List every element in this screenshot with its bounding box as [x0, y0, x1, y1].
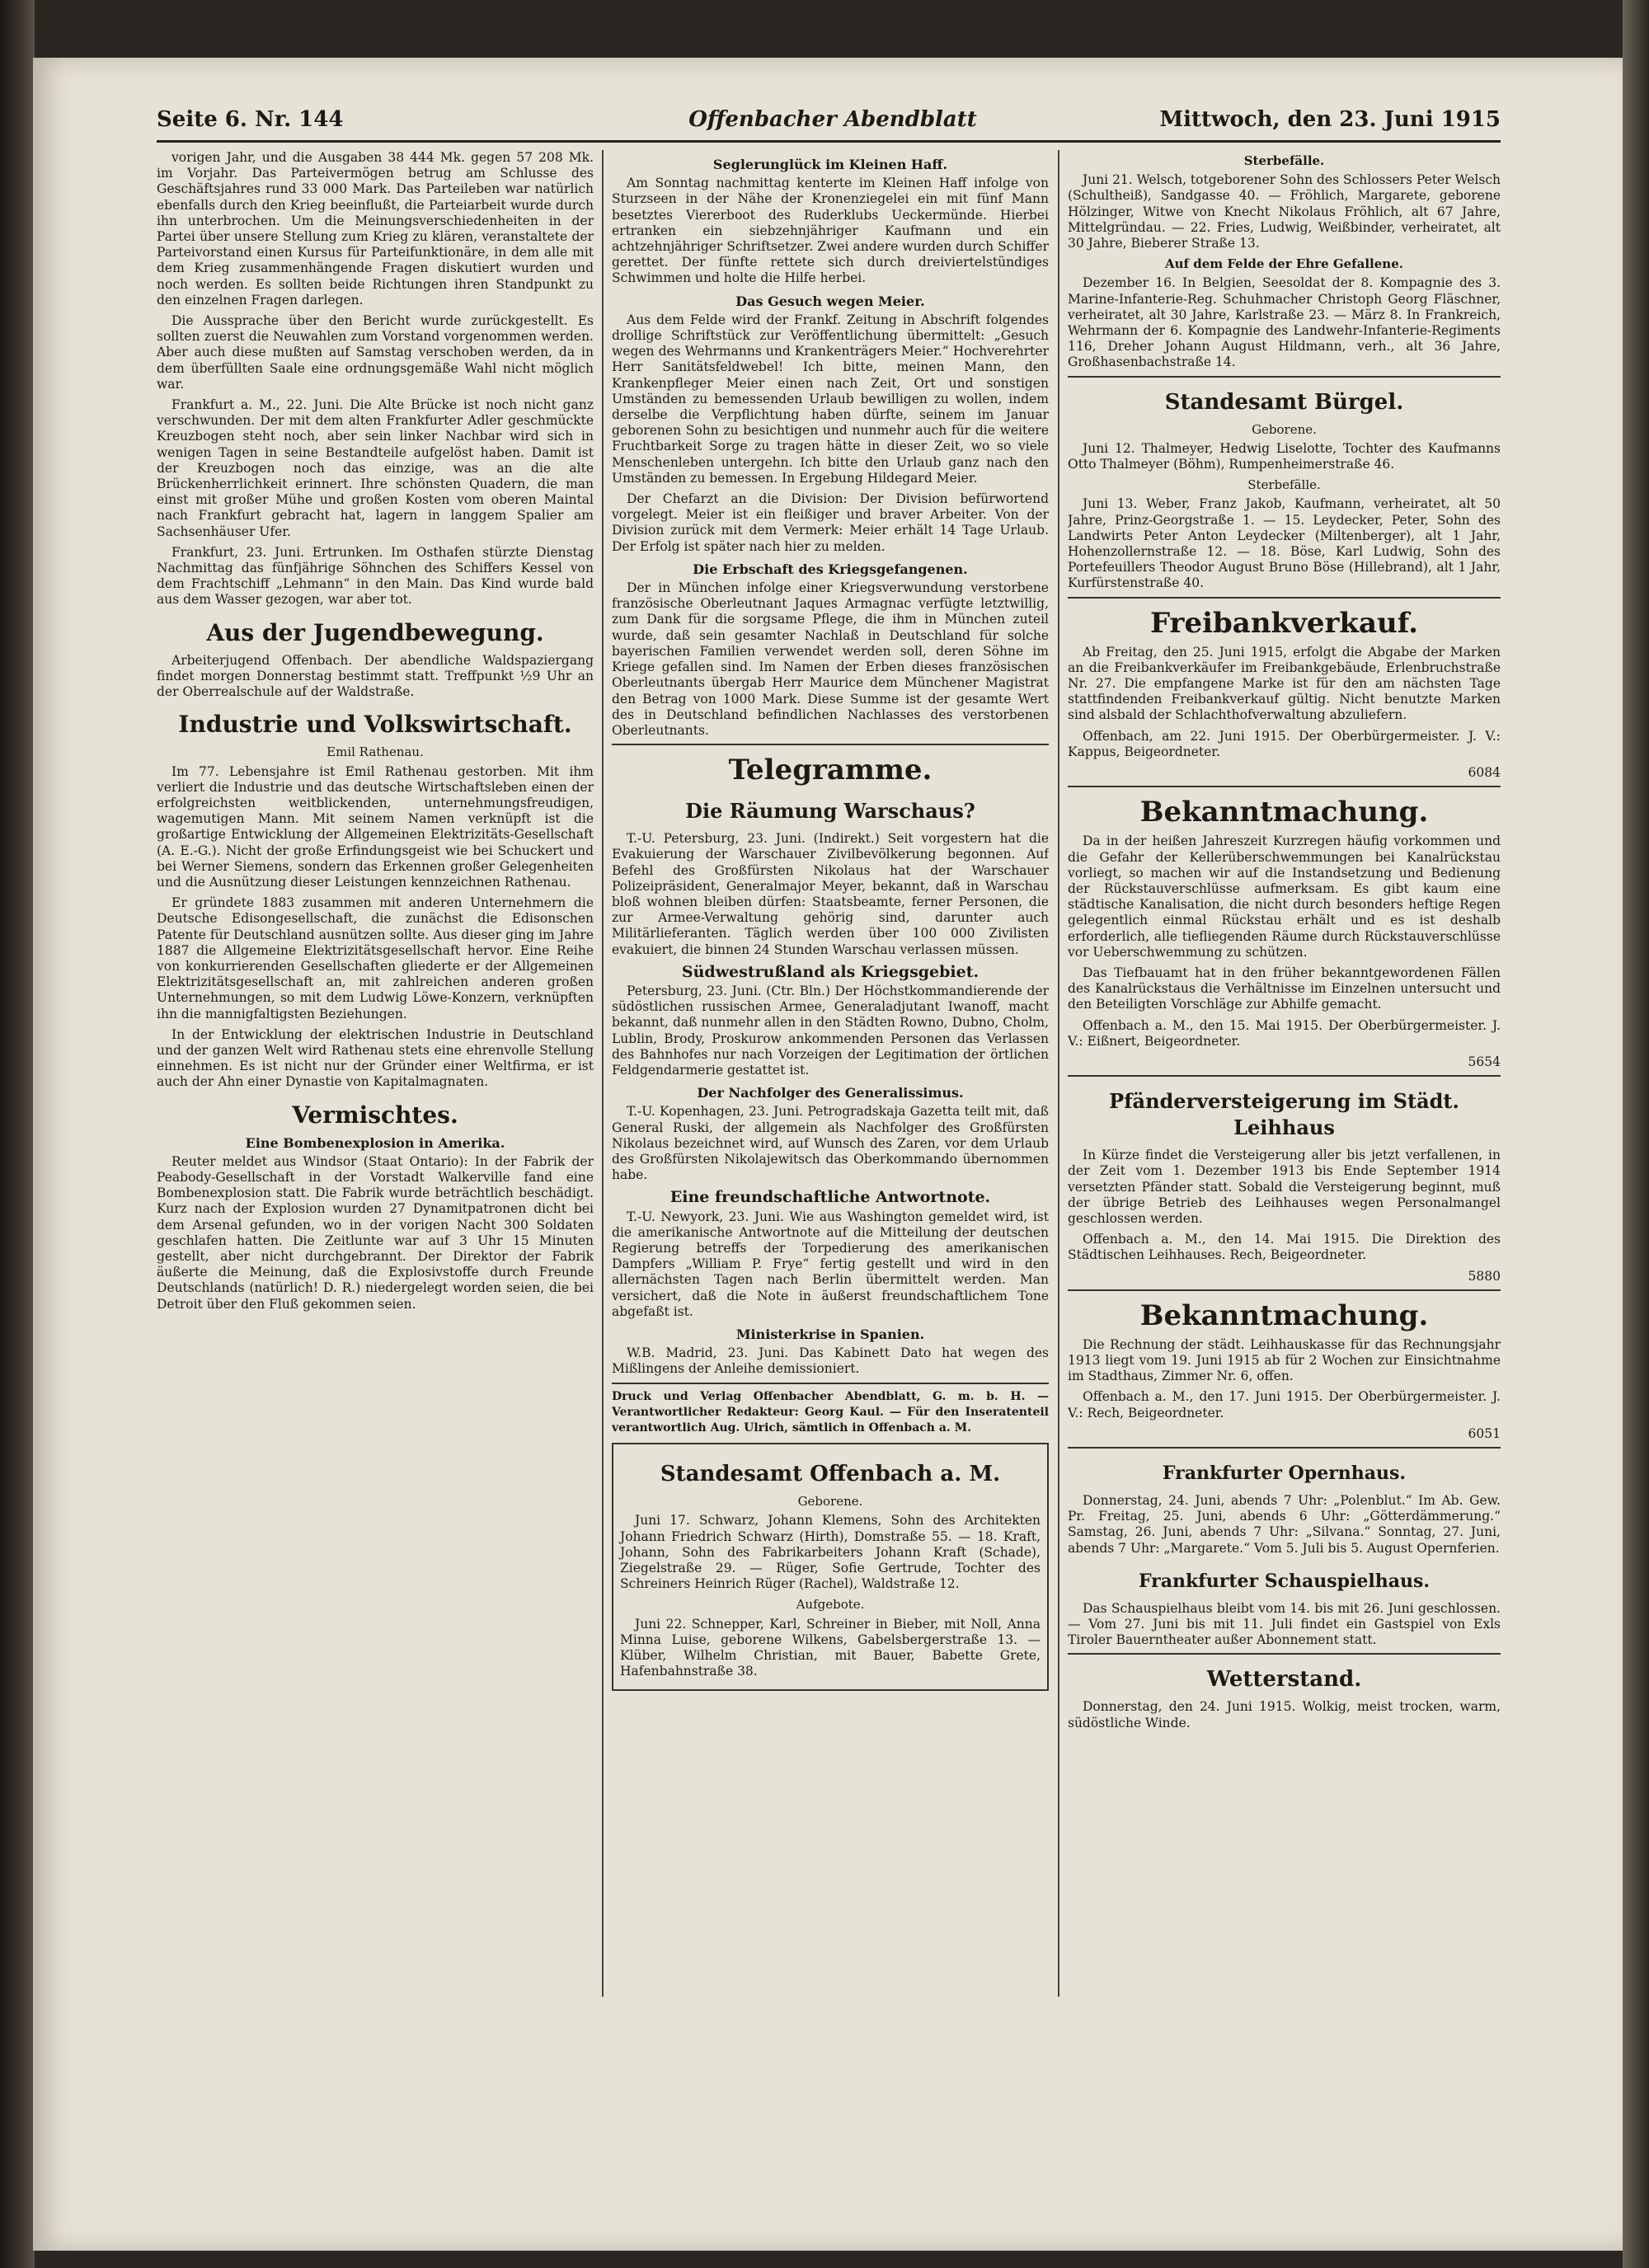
article-paragraph: Juni 12. Thalmeyer, Hedwig Liselotte, Tochter des Kaufmanns Otto Thalmeyer (Böhm), Rumpenheimerstraße 46. [1068, 440, 1501, 472]
section-heading: Bekanntmachung. [1139, 796, 1429, 829]
page-edge [1623, 0, 1649, 2268]
article-subheading: Sterbefälle. [1243, 153, 1325, 168]
signature: Offenbach a. M., den 17. Juni 1915. Der Oberbürgermeister. J. V.: Rech, Beigeordneter. [1068, 1389, 1501, 1420]
section-heading: Frankfurter Schauspielhaus. [1138, 1570, 1431, 1592]
article-paragraph: In Kürze findet die Versteigerung aller bis jetzt verfallenen, in der Zeit vom 1. Dezember 1913 bis Ende September 1914 versetzten Pfänder statt. Sobald die Versteigerung beginnt, muß der übrige Betrieb des Leihhauses wegen Personalmangel geschlossen werden. [1068, 1148, 1501, 1226]
newspaper-title: Offenbacher Abendblatt [688, 107, 977, 132]
signature: Offenbach a. M., den 15. Mai 1915. Der Oberbürgermeister. J. V.: Eißnert, Beigeordneter. [1068, 1017, 1501, 1049]
article-paragraph: In der Entwicklung der elektrischen Industrie in Deutschland und der ganzen Welt wird Rathenau stets eine ehrenvolle Stellung einnehmen. Es ist nicht nur der Gründer einer Weltfirma, er ist auch der Ahn einer Dynastie von Kapitalmagnaten. [157, 1026, 594, 1090]
article-paragraph: T.-U. Petersburg, 23. Juni. (Indirekt.) Seit vorgestern hat die Evakuierung der Warschauer Zivilbevölkerung begonnen. Auf Befehl des Großfürsten Nikolaus hat der Warschauer Polizeipräsident, Generalmajor Meyer, bekannt, daß in Warschau bloß wohnen bleiben dürfen: Staatsbeamte, ferner Personen, die zur Armee-Verwaltung gehörig sind, darunter auch Militärlieferanten. Täglich werden über 100 000 Zivilisten evakuiert, die binnen 24 Stunden Warschau verlassen müssen. [612, 831, 1049, 957]
article-subheading: Das Gesuch wegen Meier. [735, 293, 925, 309]
section-heading: Bekanntmachung. [1139, 1298, 1429, 1332]
article-paragraph: Das Schauspielhaus bleibt vom 14. bis mit 26. Juni geschlossen. — Vom 27. Juni bis mit 11. Juli findet ein Gastspiel von Exls Tiroler Bauerntheater außer Abonnement statt. [1068, 1600, 1501, 1648]
article-paragraph: Arbeiterjugend Offenbach. Der abendliche Waldspaziergang findet morgen Donnerstag bestimmt statt. Treffpunkt ½9 Uhr an der Oberrealschule auf der Waldstraße. [157, 652, 594, 700]
issue-date: Mittwoch, den 23. Juni 1915 [1159, 107, 1501, 132]
article-paragraph: Donnerstag, den 24. Juni 1915. Wolkig, meist trocken, warm, südöstliche Winde. [1068, 1699, 1501, 1730]
article-subheading: Emil Rathenau. [327, 744, 424, 760]
signature: Offenbach, am 22. Juni 1915. Der Oberbürgermeister. J. V.: Kappus, Beigeordneter. [1068, 728, 1501, 759]
article-paragraph: Juni 17. Schwarz, Johann Klemens, Sohn des Architekten Johann Friedrich Schwarz (Hirth), Domstraße 55. — 18. Kraft, Johann, Sohn des Fabrikarbeiters Johann Kraft (Schade), Ziegelstraße 29. — Rüger, Sofie Gertrude, Tochter des Schreiners Heinrich Rüger (Rachel), Waldstraße 12. [620, 1513, 1041, 1592]
article-paragraph: Er gründete 1883 zusammen mit anderen Unternehmern die Deutsche Edisongesellschaft, die zunächst die Edisonschen Patente für Deutschland ausnützen sollte. Aus dieser ging im Jahre 1887 die Allgemeine Elektrizitätsgesellschaft hervor. Eine Reihe von konkurrierenden Gesellschaften gliederte er der Allgemeinen Elektrizitätsgesellschaft an, mit zahlreichen anderen großen Unternehmungen, so mit dem Ludwig Löwe-Konzern, verknüpften ihn die mannigfaltigsten Beziehungen. [157, 895, 594, 1021]
column-divider [602, 150, 604, 1997]
article-paragraph: vorigen Jahr, und die Ausgaben 38 444 Mk. gegen 57 208 Mk. im Vorjahr. Das Parteivermögen betrug am Schlusse des Geschäftsjahres rund 33 000 Mark. Das Parteileben war natürlich ebenfalls durch den Krieg beeinflußt, die Parteiarbeit wurde durch ihn unterbrochen. Um die Meinungsverschiedenheiten in der Partei über unsere Stellung zum Krieg zu klären, veranstaltete der Parteivorstand einen Kursus für Parteifunktionäre, in dem alle mit dem Krieg zusammenhängende Fragen diskutiert wurden und noch werden. Es sollten beide Richtungen ihren Standpunkt zu den einzelnen Fragen darlegen. [157, 150, 594, 308]
article-paragraph: Die Rechnung der städt. Leihhauskasse für das Rechnungsjahr 1913 liegt vom 19. Juni 1915 ab für 2 Wochen zur Einsichtnahme im Stadthaus, Zimmer Nr. 6, offen. [1068, 1336, 1501, 1384]
registry-box [612, 1443, 1049, 1691]
section-heading: Freibankverkauf. [1150, 606, 1418, 640]
article-subheading: Geborene. [1252, 421, 1317, 437]
article-subheading: Die Erbschaft des Kriegsgefangenen. [693, 561, 968, 577]
article-paragraph: Reuter meldet aus Windsor (Staat Ontario): In der Fabrik der Peabody-Gesellschaft in der Vorstadt Walkerville fand eine Bombenexplosion statt. Die Fabrik wurde beträchtlich beschädigt. Kurz nach der Explosion wurden 27 Dynamitpatronen dicht bei dem Arsenal gefunden, wo in der vorigen Nacht 300 Soldaten geschlafen hatten. Die Zeitlunte war auf 3 Uhr 15 Minuten gestellt, aber nicht durchgebrannt. Der Direktor der Fabrik äußerte die Meinung, daß die Explosivstoffe durch Freunde Deutschlands (natürlich! D. R.) niedergelegt worden seien, die bei Detroit über den Fluß gekommen seien. [157, 1153, 594, 1312]
column-3 [1068, 150, 1501, 1997]
article-paragraph: T.-U. Newyork, 23. Juni. Wie aus Washington gemeldet wird, ist die amerikanische Antwortnote auf die Mitteilung der deutschen Regierung betreffs der Torpedierung des amerikanischen Dampfers „William P. Frye“ fertig gestellt und wird in den allernächsten Tagen nach Berlin übermittelt werden. Man versichert, daß die Note in äußerst freundschaftlichem Tone abgefaßt ist. [612, 1209, 1049, 1319]
section-heading: Frankfurter Opernhaus. [1162, 1462, 1407, 1484]
section-heading: Industrie und Volkswirtschaft. [178, 711, 572, 739]
section-heading: Standesamt Offenbach a. M. [660, 1462, 1001, 1487]
article-paragraph: Der Chefarzt an die Division: Der Division befürwortend vorgelegt. Meier ist ein fleißiger und braver Arbeiter. Von der Division zurück mit dem Vermerk: Meier erhält 14 Tage Urlaub. Der Erfolg ist später nach hier zu melden. [612, 491, 1049, 554]
article-subheading: Aufgebote. [796, 1597, 865, 1613]
article-paragraph: T.-U. Kopenhagen, 23. Juni. Petrogradskaja Gazetta teilt mit, daß General Ruski, der allgemein als Nachfolger des Großfürsten Nikolaus bezeichnet wird, auf Wunsch des Zaren, vor dem Urlaub des Großfürsten Nikolajewitsch das Oberkommando übernommen habe. [612, 1104, 1049, 1183]
article-subheading: Ministerkrise in Spanien. [735, 1327, 925, 1342]
page-number: Seite 6. Nr. 144 [157, 107, 344, 132]
article-paragraph: W.B. Madrid, 23. Juni. Das Kabinett Dato hat wegen des Mißlingens der Anleihe demissioniert. [612, 1345, 1049, 1377]
article-paragraph: Dezember 16. In Belgien, Seesoldat der 8. Kompagnie des 3. Marine-Infanterie-Reg. Schuhmacher Christoph Georg Fläschner, verheiratet, alt 30 Jahre, Karlstraße 23. — März 8. In Frankreich, Wehrmann der 6. Kompagnie des Landwehr-Infanterie-Regiments 116, Dreher Johann August Hildmann, verh., alt 36 Jahre, Großhasenbachstraße 14. [1068, 275, 1501, 370]
article-subheading: Sterbefälle. [1247, 477, 1321, 493]
section-heading: Die Räumung Warschaus? [685, 799, 975, 824]
section-heading: Aus der Jugendbewegung. [206, 618, 544, 646]
ad-number: 5654 [1468, 1054, 1501, 1069]
section-heading: Wetterstand. [1206, 1667, 1362, 1693]
divider [612, 1383, 1049, 1384]
divider [1068, 786, 1501, 787]
article-subheading: Geborene. [797, 1494, 863, 1510]
divider [1068, 1289, 1501, 1291]
divider [1068, 376, 1501, 378]
article-subheading: Südwestrußland als Kriegsgebiet. [681, 962, 980, 981]
divider [1068, 1653, 1501, 1655]
article-paragraph: Frankfurt a. M., 22. Juni. Die Alte Brücke ist noch nicht ganz verschwunden. Der mit dem alten Frankfurter Adler geschmückte Kreuzbogen steht noch, aber sein linker Nachbar wird sich in wenigen Tagen in seine Bestandteile aufgelöst haben. Damit ist der Kreuzbogen noch das einzige, was an die alte Brückenherrlichkeit erinnert. Ihre schönsten Quadern, die man einst mit großer Mühe und großen Kosten vom oberen Maintal nach Frankfurt gebracht hat, lagern in langgem Spalier am Sachsenhäuser Ufer. [157, 397, 594, 539]
article-paragraph: Das Tiefbauamt hat in den früher bekanntgewordenen Fällen des Kanalrückstaus die Verhältnisse im Einzelnen untersucht und den Beteiligten Vorschläge zur Abhilfe gemacht. [1068, 965, 1501, 1012]
signature: Offenbach a. M., den 14. Mai 1915. Die Direktion des Städtischen Leihhauses. Rech, Beigeordneter. [1068, 1232, 1501, 1263]
column-2 [612, 150, 1049, 1997]
article-subheading: Seglerunglück im Kleinen Haff. [712, 157, 948, 172]
ad-number: 6084 [1468, 765, 1501, 781]
article-paragraph: Juni 22. Schnepper, Karl, Schreiner in Bieber, mit Noll, Anna Minna Luise, geborene Wilkens, Gabelsbergerstraße 13. — Klüber, Wilhelm Christian, mit Bauer, Babette Grete, Hafenbahnstraße 38. [620, 1616, 1041, 1679]
divider [612, 744, 1049, 745]
article-paragraph: Im 77. Lebensjahre ist Emil Rathenau gestorben. Mit ihm verliert die Industrie und das deutsche Wirtschaftsleben einen der erfolgreichsten weitblickenden, unternehmungsfreudigen, wagemutigen Mann. Mit seinem Namen verknüpft ist die großartige Entwicklung der Allgemeinen Elektrizitäts-Gesellschaft (A. E.-G.). Nicht der große Erfindungsgeist wie bei Schuckert und bei Werner Siemens, sondern das Erkennen großer Gelegenheiten und die Ausnützung dieser Leistungen kennzeichnen Rathenau. [157, 763, 594, 890]
article-paragraph: Aus dem Felde wird der Frankf. Zeitung in Abschrift folgendes drollige Schriftstück zur Veröffentlichung übermittelt: „Gesuch wegen des Wehrmanns und Krankenträgers Meier.“ Hochverehrter Herr Sanitätsfeldwebel! Ich bitte, meinen Mann, den Krankenpfleger Meier einen nach Zeit, Ort und sonstigen Umständen zu bemessenden Urlaub bewilligen zu wollen, indem derselbe die Verpflichtung haben dürfte, seinem im Januar geborenen Sohn zu besichtigen und nunmehr auch für die weitere Fruchtbarkeit Sorge zu tragen hätte in dieser Zeit, wo so viele Menschenleben untergehn. Ich bitte den Urlaub ganz nach den Umständen zu bemessen. In Ergebung Hildegard Meier. [612, 312, 1049, 486]
divider [1068, 597, 1501, 599]
section-heading: Vermischtes. [292, 1101, 458, 1129]
article-paragraph: Da in der heißen Jahreszeit Kurzregen häufig vorkommen und die Gefahr der Kellerüberschwemmungen bei Kanalrückstau vorliegt, so machen wir auf die Instandsetzung und Bedienung der Rückstauverschlüsse aufmerksam. Es gibt kaum eine städtische Kanalisation, die nicht durch besonders heftige Regen gelegentlich einmal Rückstau erhält und es ist deshalb erforderlich, alle tiefliegenden Räume durch Rückstauverschlüsse vor Ueberschwemmung zu schützen. [1068, 833, 1501, 960]
imprint: Druck und Verlag Offenbacher Abendblatt, G. m. b. H. — Verantwortlicher Redakteur: Georg Kaul. — Für den Inseratenteil verantwortlich Aug. Ulrich, sämtlich in Offenbach a. M. [612, 1389, 1049, 1435]
article-paragraph: Petersburg, 23. Juni. (Ctr. Bln.) Der Höchstkommandierende der südöstlichen russischen Armee, Generaladjutant Iwanoff, macht bekannt, daß nunmehr allen in den Städten Rowno, Dubno, Cholm, Lublin, Brody, Proskurow ankommenden Personen das Verlassen des Bahnhofes nur nach Vorzeigen der Legitimation der örtlichen Feldgendarmerie gestattet ist. [612, 983, 1049, 1078]
column-1 [157, 150, 594, 1997]
ad-number: 6051 [1468, 1425, 1501, 1441]
ad-number: 5880 [1468, 1268, 1501, 1284]
article-paragraph: Am Sonntag nachmittag kenterte im Kleinen Haff infolge von Sturzseen in der Nähe der Kronenziegelei ein mit fünf Mann besetztes Viererboot des Ruderklubs Ueckermünde. Hierbei ertranken ein siebzehnjähriger Kaufmann und ein achtzehnjähriger Schriftsetzer. Zwei andere wurden durch Schiffer gerettet. Der fünfte rettete sich durch dreiviertelstündiges Schwimmen und holte die Hilfe herbei. [612, 176, 1049, 286]
book-spine [0, 0, 35, 2268]
divider [1068, 1075, 1501, 1077]
section-heading: Standesamt Bürgel. [1164, 389, 1404, 415]
article-paragraph: Die Aussprache über den Bericht wurde zurückgestellt. Es sollten zuerst die Neuwahlen zum Vorstand vorgenommen werden. Aber auch diese mußten auf Samstag verschoben werden, da in dem überfüllten Saale eine ordnungsgemäße Wahl nicht möglich war. [157, 313, 594, 392]
section-heading: Telegramme. [728, 754, 933, 787]
article-paragraph: Juni 13. Weber, Franz Jakob, Kaufmann, verheiratet, alt 50 Jahre, Prinz-Georgstraße 1. — 15. Leydecker, Peter, Sohn des Landwirts Peter Anton Leydecker (Miltenberger), alt 1 Jahr, Hohenzollernstraße 12. — 18. Böse, Karl Ludwig, Sohn des Portefeuillers Theodor August Bruno Böse (Hillebrand), alt 1 Jahr, Kurfürstenstraße 40. [1068, 496, 1501, 591]
divider [1068, 1447, 1501, 1449]
article-paragraph: Juni 21. Welsch, totgeborener Sohn des Schlossers Peter Welsch (Schultheiß), Sandgasse 40. — Fröhlich, Margarete, geborene Hölzinger, Witwe von Knecht Nikolaus Fröhlich, alt 67 Jahre, Mittelgründau. — 22. Fries, Ludwig, Weißbinder, verheiratet, alt 30 Jahre, Bieberer Straße 13. [1068, 172, 1501, 251]
article-paragraph: Donnerstag, 24. Juni, abends 7 Uhr: „Polenblut.“ Im Ab. Gew. Pr. Freitag, 25. Juni, abends 6 Uhr: „Götterdämmerung.“ Samstag, 26. Juni, abends 7 Uhr: „Silvana.“ Sonntag, 27. Juni, abends 7 Uhr: „Margarete.“ Vom 5. Juli bis 5. August Opernferien. [1068, 1492, 1501, 1556]
column-divider [1058, 150, 1059, 1997]
article-paragraph: Frankfurt, 23. Juni. Ertrunken. Im Osthafen stürzte Dienstag Nachmittag das fünfjährige Söhnchen des Schiffers Kessel von dem Frachtschiff „Lehmann“ in den Main. Das Kind wurde bald aus dem Wasser gezogen, war aber tot. [157, 544, 594, 608]
newspaper-page [33, 58, 1623, 2251]
section-heading: Pfänderversteigerung im Städt. Leihhaus [1109, 1089, 1459, 1140]
article-subheading: Der Nachfolger des Generalissimus. [697, 1085, 964, 1101]
article-subheading: Eine Bombenexplosion in Amerika. [245, 1134, 505, 1151]
article-subheading: Eine freundschaftliche Antwortnote. [669, 1188, 991, 1207]
header-rule [157, 140, 1501, 143]
article-paragraph: Ab Freitag, den 25. Juni 1915, erfolgt die Abgabe der Marken an die Freibankverkäufer im Freibankgebäude, Erlenbruchstraße Nr. 27. Die empfangene Marke ist für den am nächsten Tage stattfindenden Freibankverkauf gültig. Nicht benutzte Marken sind alsbald der Schlachthofverwaltung abzuliefern. [1068, 644, 1501, 723]
page-header [157, 101, 1501, 142]
article-subheading: Auf dem Felde der Ehre Gefallene. [1165, 256, 1403, 272]
article-paragraph: Der in München infolge einer Kriegsverwundung verstorbene französische Oberleutnant Jaques Armagnac verfügte letztwillig, zum Dank für die sorgsame Pflege, die ihm in München zuteil wurde, daß sein gesamter Nachlaß in Deutschland für solche bayerischen Familien verwendet werden soll, deren Söhne im Kriege gefallen sind. Im Namen der Erben dieses französischen Oberleutnants übergab Herr Maurice dem Münchener Magistrat den Betrag von 1000 Mark. Diese Summe ist der gesamte Wert des in Deutschland befindlichen Nachlasses des verstorbenen Oberleutnants. [612, 580, 1049, 738]
